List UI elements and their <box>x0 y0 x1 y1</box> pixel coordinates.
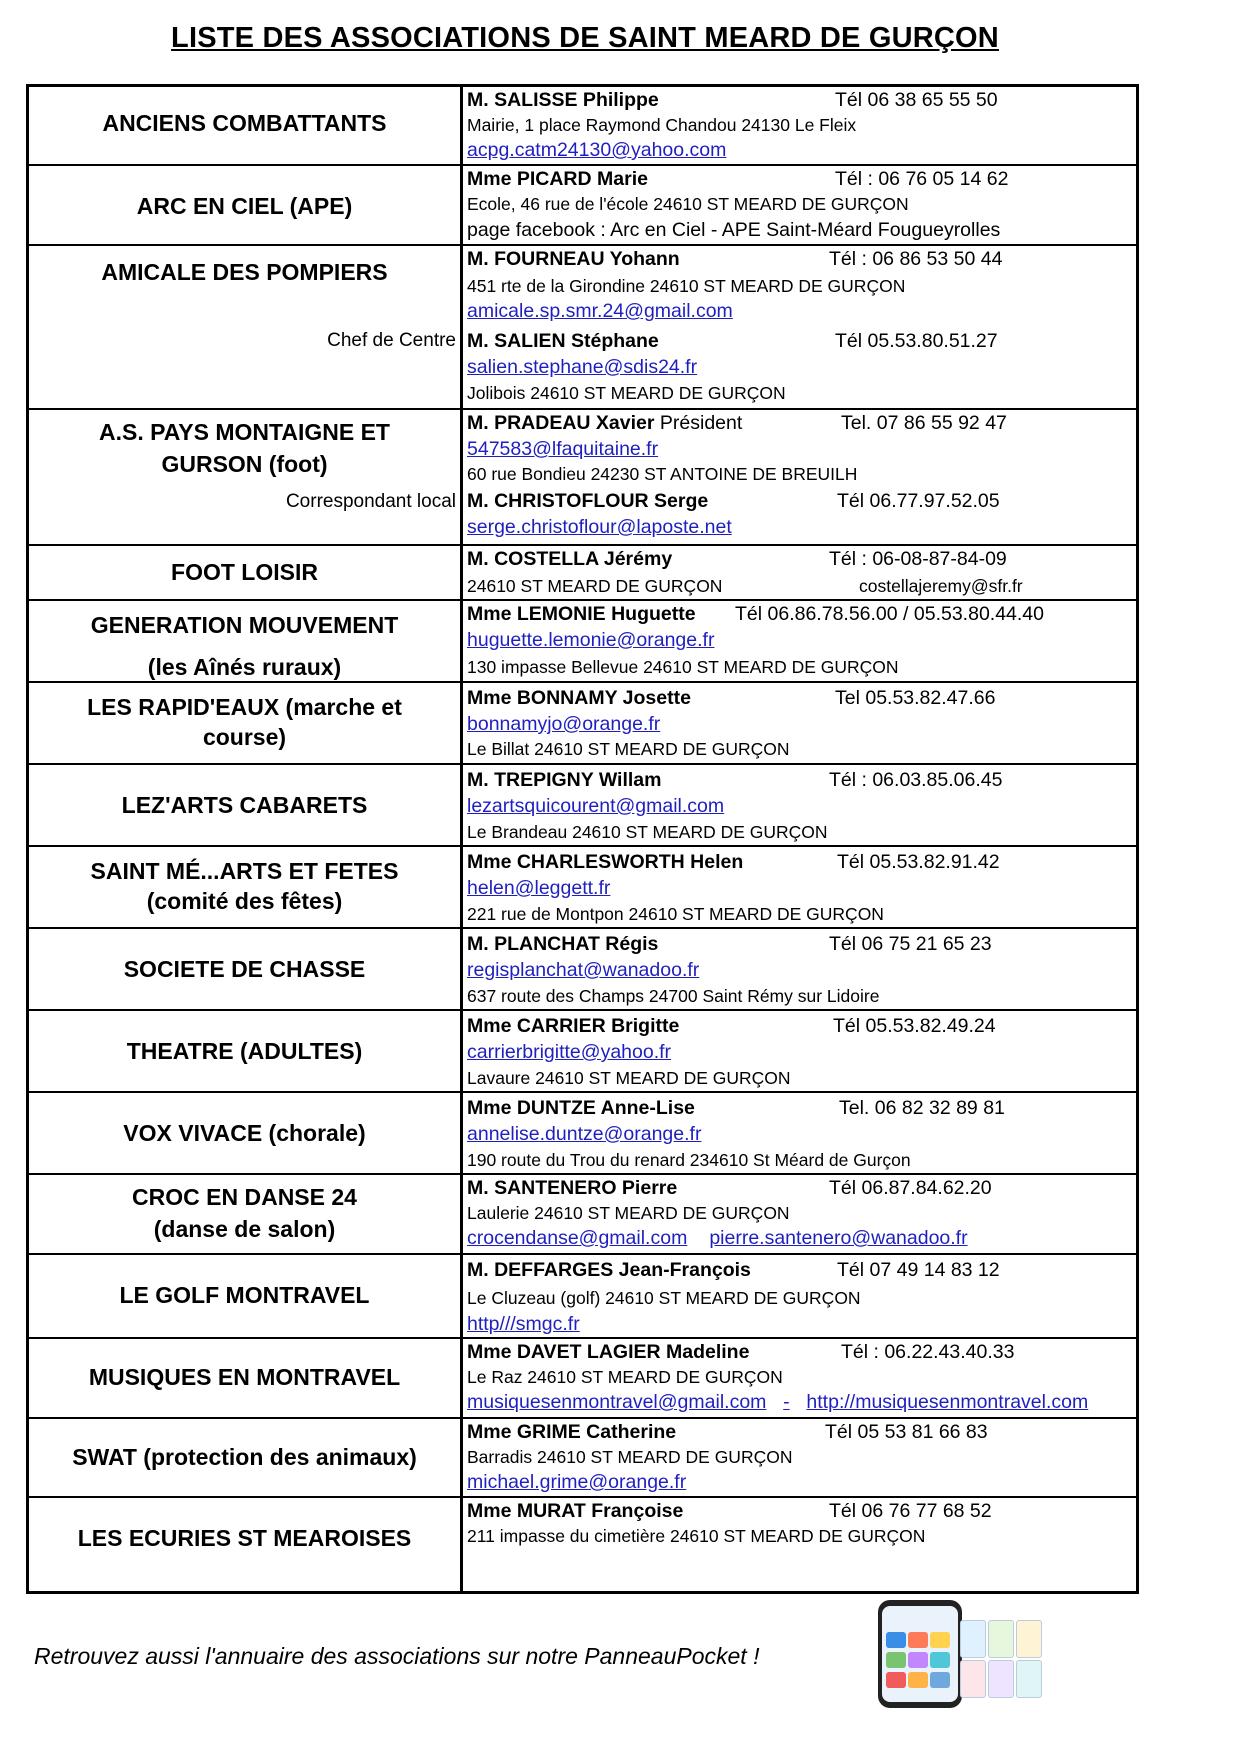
association-name: LE GOLF MONTRAVEL <box>119 1282 370 1308</box>
table-row <box>29 546 1136 601</box>
email-link[interactable]: 547583@lfaquitaine.fr <box>467 438 659 460</box>
table-row <box>29 765 1136 847</box>
phone-number: Tél 05.53.82.91.42 <box>837 851 1000 873</box>
table-row <box>29 1093 1136 1175</box>
address: Le Brandeau 24610 ST MEARD DE GURÇON <box>467 822 828 842</box>
phone-number: Tél 07 49 14 83 12 <box>837 1259 1000 1281</box>
contact-name: Mme CARRIER Brigitte <box>467 1015 680 1037</box>
phone-number: Tel. 07 86 55 92 47 <box>841 412 1007 434</box>
association-name: FOOT LOISIR <box>171 559 318 585</box>
table-row <box>29 87 1136 166</box>
association-name-line2: (danse de salon) <box>153 1216 336 1242</box>
contact-name: Mme LEMONIE Huguette <box>467 603 696 625</box>
association-name: SWAT (protection des animaux) <box>72 1444 417 1470</box>
facebook-note: page facebook : Arc en Ciel - APE Saint-Méard Fougueyrolles <box>467 219 1001 241</box>
phone-number: Tél : 06.22.43.40.33 <box>841 1341 1015 1363</box>
column-divider <box>460 87 463 1591</box>
role-label: Chef de Centre <box>327 330 456 351</box>
association-name: VOX VIVACE (chorale) <box>123 1120 366 1146</box>
phone-number: Tél : 06 76 05 14 62 <box>835 168 1009 190</box>
association-name: SAINT MÉ...ARTS ET FETES <box>90 858 399 884</box>
table-row <box>29 1255 1136 1339</box>
contact-name: M. TREPIGNY Willam <box>467 769 662 791</box>
association-name: AMICALE DES POMPIERS <box>101 259 388 285</box>
phone-number: Tél 06 75 21 65 23 <box>829 933 992 955</box>
address: Le Billat 24610 ST MEARD DE GURÇON <box>467 739 790 759</box>
table-row <box>29 1419 1136 1498</box>
association-name: ANCIENS COMBATTANTS <box>102 110 387 136</box>
contact-name: M. DEFFARGES Jean-François <box>467 1259 751 1281</box>
association-name: MUSIQUES EN MONTRAVEL <box>88 1364 401 1390</box>
table-row <box>29 601 1136 683</box>
association-name-line2: GURSON (foot) <box>161 451 328 477</box>
table-row <box>29 683 1136 765</box>
contact-name: Mme BONNAMY Josette <box>467 687 691 709</box>
address: Laulerie 24610 ST MEARD DE GURÇON <box>467 1203 790 1223</box>
association-name: LES RAPID'EAUX (marche et <box>87 694 402 720</box>
email-link[interactable]: michael.grime@orange.fr <box>467 1471 687 1493</box>
contact-name: M. FOURNEAU Yohann <box>467 248 680 270</box>
address: Le Cluzeau (golf) 24610 ST MEARD DE GURÇON <box>467 1288 861 1308</box>
contact-name: Mme CHARLESWORTH Helen <box>467 851 744 873</box>
email-link[interactable]: acpg.catm24130@yahoo.com <box>467 139 727 161</box>
footer-note: Retrouvez aussi l'annuaire des associations sur notre PanneauPocket ! <box>34 1643 760 1669</box>
association-name: THEATRE (ADULTES) <box>126 1038 363 1064</box>
association-name: GENERATION MOUVEMENT <box>90 612 399 638</box>
phone-number: Tél 05 53 81 66 83 <box>825 1421 988 1443</box>
associations-table <box>26 84 1139 1594</box>
contact-name: M. PLANCHAT Régis <box>467 933 659 955</box>
table-row <box>29 166 1136 246</box>
contact-name: M. COSTELLA Jérémy <box>467 548 673 570</box>
email-link[interactable]: huguette.lemonie@orange.fr <box>467 629 715 651</box>
contact-name: Mme PICARD Marie <box>467 168 648 190</box>
association-name: SOCIETE DE CHASSE <box>123 956 366 982</box>
contact-name: M. SALISSE Philippe <box>467 89 659 111</box>
address: Barradis 24610 ST MEARD DE GURÇON <box>467 1447 793 1467</box>
phone-number: Tél : 06.03.85.06.45 <box>829 769 1003 791</box>
email-link[interactable]: serge.christoflour@laposte.net <box>467 516 732 538</box>
address: 637 route des Champs 24700 Saint Rémy sur Lidoire <box>467 986 880 1006</box>
table-row <box>29 246 1136 410</box>
email-link[interactable]: crocendanse@gmail.com <box>467 1227 688 1249</box>
address: 221 rue de Montpon 24610 ST MEARD DE GURÇON <box>467 904 884 924</box>
table-row <box>29 929 1136 1011</box>
phone-number: Tél 06 38 65 55 50 <box>835 89 998 111</box>
panneaupocket-app-icon <box>878 1600 962 1708</box>
page-title: LISTE DES ASSOCIATIONS DE SAINT MEARD DE GURÇON <box>171 22 999 54</box>
email-link[interactable]: helen@leggett.fr <box>467 877 611 899</box>
contact-name: Mme MURAT Françoise <box>467 1500 684 1522</box>
address: 451 rte de la Girondine 24610 ST MEARD DE GURÇON <box>467 276 906 296</box>
association-name: LES ECURIES ST MEAROISES <box>77 1525 412 1551</box>
phone-number: Tél 05.53.82.49.24 <box>833 1015 996 1037</box>
table-row <box>29 1175 1136 1255</box>
address: Ecole, 46 rue de l'école 24610 ST MEARD DE GURÇON <box>467 194 909 214</box>
email-link[interactable]: salien.stephane@sdis24.fr <box>467 356 698 378</box>
table-row <box>29 847 1136 929</box>
role-label: Correspondant local <box>285 491 456 512</box>
table-row <box>29 1011 1136 1093</box>
phone-number: Tél : 06 86 53 50 44 <box>829 248 1003 270</box>
association-name: CROC EN DANSE 24 <box>132 1184 357 1210</box>
contact-name: M. PRADEAU Xavier <box>467 412 655 434</box>
address: 24610 ST MEARD DE GURÇON <box>467 576 723 596</box>
email-text: costellajeremy@sfr.fr <box>859 576 1023 596</box>
address: Lavaure 24610 ST MEARD DE GURÇON <box>467 1068 791 1088</box>
contact-name: Mme GRIME Catherine <box>467 1421 677 1443</box>
association-name: LEZ'ARTS CABARETS <box>121 792 368 818</box>
address: 60 rue Bondieu 24230 ST ANTOINE DE BREUILH <box>467 464 858 484</box>
phone-number: Tel. 06 82 32 89 81 <box>839 1097 1005 1119</box>
contact-name: Mme DAVET LAGIER Madeline <box>467 1341 750 1363</box>
address: Le Raz 24610 ST MEARD DE GURÇON <box>467 1367 783 1387</box>
address: 190 route du Trou du renard 234610 St Méard de Gurçon <box>467 1150 911 1170</box>
association-name-line2: (comité des fêtes) <box>146 888 343 914</box>
table-row <box>29 1498 1136 1591</box>
table-row <box>29 1339 1136 1419</box>
address: 211 impasse du cimetière 24610 ST MEARD DE GURÇON <box>467 1526 926 1546</box>
email-link[interactable]: carrierbrigitte@yahoo.fr <box>467 1041 672 1063</box>
contact-role: Président <box>654 412 743 434</box>
address: 130 impasse Bellevue 24610 ST MEARD DE GURÇON <box>467 657 899 677</box>
address: Mairie, 1 place Raymond Chandou 24130 Le Fleix <box>467 115 857 135</box>
email-link[interactable]: musiquesenmontravel@gmail.com <box>467 1391 767 1413</box>
email-link[interactable]: http///smgc.fr <box>467 1313 580 1335</box>
phone-number: Tél 06 76 77 68 52 <box>829 1500 992 1522</box>
email-link[interactable]: amicale.sp.smr.24@gmail.com <box>467 300 733 322</box>
association-name-line2: (les Aînés ruraux) <box>147 654 342 680</box>
phone-number: Tél 06.86.78.56.00 / 05.53.80.44.40 <box>735 603 1045 625</box>
association-name: A.S. PAYS MONTAIGNE ET <box>99 419 390 445</box>
phone-number: Tel 05.53.82.47.66 <box>835 687 996 709</box>
phone-number: Tél : 06-08-87-84-09 <box>829 548 1007 570</box>
table-row <box>29 410 1136 546</box>
email-link-secondary[interactable]: pierre.santenero@wanadoo.fr <box>709 1227 968 1249</box>
phone-number: Tél 06.77.97.52.05 <box>837 490 1000 512</box>
address: Jolibois 24610 ST MEARD DE GURÇON <box>467 383 786 403</box>
contact-name: M. SALIEN Stéphane <box>467 330 659 352</box>
contact-name: M. CHRISTOFLOUR Serge <box>467 490 709 512</box>
phone-number: Tél 05.53.80.51.27 <box>835 330 998 352</box>
email-link[interactable]: lezartsquicourent@gmail.com <box>467 795 725 817</box>
link-separator: - <box>783 1391 790 1413</box>
association-name: ARC EN CIEL (APE) <box>136 193 353 219</box>
contact-name: M. SANTENERO Pierre <box>467 1177 678 1199</box>
email-link-secondary[interactable]: http://musiquesenmontravel.com <box>806 1391 1089 1413</box>
email-link[interactable]: regisplanchat@wanadoo.fr <box>467 959 700 981</box>
association-name-line2: course) <box>202 724 287 750</box>
contact-name: Mme DUNTZE Anne-Lise <box>467 1097 695 1119</box>
phone-number: Tél 06.87.84.62.20 <box>829 1177 992 1199</box>
email-link[interactable]: bonnamyjo@orange.fr <box>467 713 661 735</box>
email-link[interactable]: annelise.duntze@orange.fr <box>467 1123 702 1145</box>
